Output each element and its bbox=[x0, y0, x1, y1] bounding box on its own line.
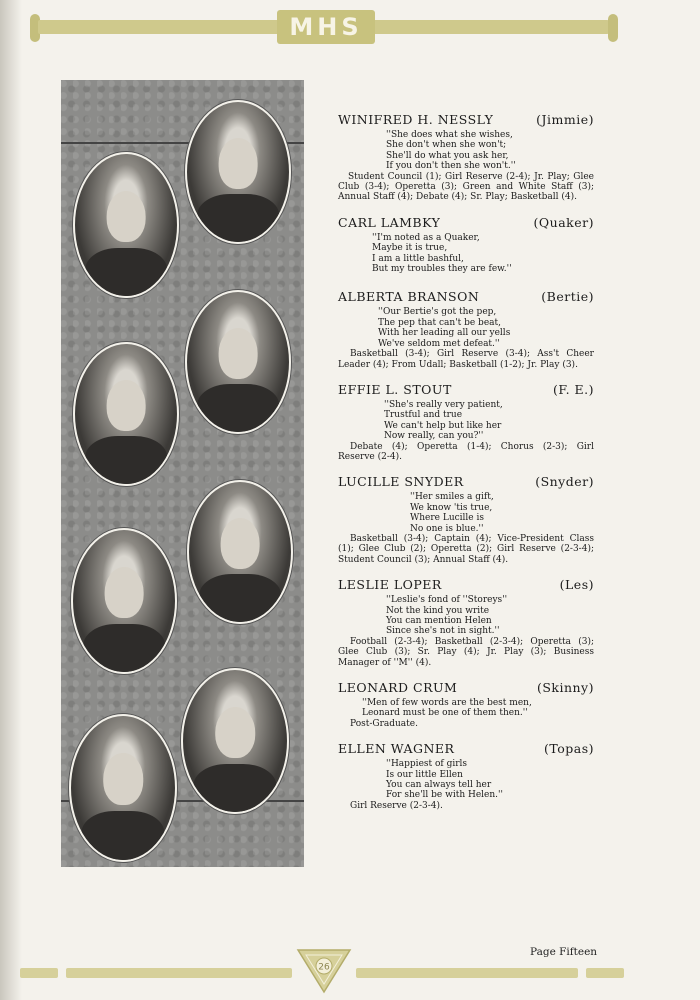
student-name: ALBERTA BRANSON bbox=[338, 289, 480, 305]
portrait-alberta-branson bbox=[185, 290, 291, 434]
footer-bar bbox=[20, 968, 58, 978]
student-name: LESLIE LOPER bbox=[338, 577, 442, 593]
student-name: WINIFRED H. NESSLY bbox=[338, 112, 494, 127]
page-number: Page Fifteen bbox=[530, 946, 598, 958]
student-nickname: (Topas) bbox=[543, 741, 594, 757]
banner-bar-left bbox=[38, 20, 281, 34]
entry-stout bbox=[338, 382, 594, 462]
footer-bar bbox=[586, 968, 624, 978]
header-banner bbox=[30, 10, 618, 44]
student-activities: Student Council (1); Girl Reserve (2-4); Jr. Play; Glee Club (3-4); Operetta (3); Green and White Staff (3); Annual Staff (4); Debate (4); Sr. Play; Basketball (4). bbox=[338, 171, 594, 203]
student-name: CARL LAMBKY bbox=[338, 214, 441, 230]
portrait-lucille-snyder bbox=[187, 480, 293, 624]
entry-crum bbox=[338, 680, 594, 729]
footer-bar bbox=[356, 968, 578, 978]
entry-nessly bbox=[338, 112, 594, 203]
student-nickname: (Bertie) bbox=[541, 289, 594, 305]
student-activities: Basketball (3-4); Captain (4); Vice-President Class (1); Glee Club (2); Operetta (2); Girl Reserve (2-3-4); Student Council (3); Annual Staff (4). bbox=[338, 533, 594, 565]
entry-loper bbox=[338, 577, 594, 668]
student-activities: Girl Reserve (2-3-4). bbox=[350, 800, 443, 811]
student-name: EFFIE L. STOUT bbox=[338, 381, 452, 397]
student-nickname: (Snyder) bbox=[535, 474, 594, 490]
student-activities: Post-Graduate. bbox=[350, 718, 418, 729]
portrait-leonard-crum bbox=[181, 668, 289, 814]
class-emblem-icon bbox=[296, 948, 352, 994]
entry-lambky bbox=[338, 215, 594, 275]
student-nickname: (Skinny) bbox=[536, 680, 594, 696]
student-verse: ''Happiest of girls Is our little Ellen You can always tell her For she'll be with Helen.'' bbox=[386, 759, 503, 801]
banner-scroll-right bbox=[608, 14, 618, 42]
student-name: LUCILLE SNYDER bbox=[338, 474, 464, 490]
student-verse: ''I'm noted as a Quaker, Maybe it is true, I am a little bashful, But my troubles they are few.'' bbox=[372, 232, 512, 275]
page-binding-shadow bbox=[0, 0, 22, 1000]
portrait-ellen-wagner bbox=[69, 714, 177, 862]
student-activities: Debate (4); Operetta (1-4); Chorus (2-3); Girl Reserve (2-4). bbox=[338, 441, 594, 462]
footer-bar bbox=[66, 968, 292, 978]
portrait-panel bbox=[61, 80, 304, 867]
school-title: MHS bbox=[277, 10, 375, 44]
student-verse: ''She's really very patient, Trustful and true We can't help but like her Now really, can you?'' bbox=[384, 399, 503, 442]
student-verse: ''She does what she wishes, She don't when she won't; She'll do what you ask her, If you don't then she won't.'' bbox=[386, 130, 516, 172]
student-verse: ''Our Bertie's got the pep, The pep that can't be beat, With her leading all our yells We've seldom met defeat.'' bbox=[378, 307, 511, 349]
student-name: LEONARD CRUM bbox=[338, 680, 458, 696]
entry-branson bbox=[338, 289, 594, 369]
entry-wagner bbox=[338, 741, 594, 811]
portrait-carl-lambky bbox=[73, 152, 179, 298]
student-nickname: (F. E.) bbox=[552, 381, 594, 397]
portrait-effie-stout bbox=[73, 342, 179, 486]
student-nickname: (Quaker) bbox=[533, 214, 594, 230]
banner-bar-right bbox=[371, 20, 609, 34]
student-name: ELLEN WAGNER bbox=[338, 741, 455, 757]
student-nickname: (Les) bbox=[559, 577, 594, 593]
student-verse: ''Her smiles a gift, We know 'tis true, Where Lucille is No one is blue.'' bbox=[410, 492, 494, 534]
entry-snyder bbox=[338, 474, 594, 565]
senior-entries bbox=[338, 112, 594, 811]
student-verse: ''Leslie's fond of ''Storeys'' Not the kind you write You can mention Helen Since she's not in sight.'' bbox=[386, 595, 508, 637]
portrait-leslie-loper bbox=[71, 528, 177, 674]
student-activities: Basketball (3-4); Girl Reserve (3-4); Ass't Cheer Leader (4); From Udall; Basketball (1-2); Jr. Play (3). bbox=[338, 349, 594, 370]
emblem-year: 26 bbox=[318, 962, 330, 973]
student-nickname: (Jimmie) bbox=[536, 112, 594, 127]
student-activities: Football (2-3-4); Basketball (2-3-4); Operetta (3); Glee Club (3); Sr. Play (4); Jr. Play (3); Business Manager of ''M'' (4). bbox=[338, 636, 594, 668]
student-verse: ''Men of few words are the best men, Leonard must be one of them then.'' bbox=[362, 698, 532, 719]
portrait-winifred-nessly bbox=[185, 100, 291, 244]
